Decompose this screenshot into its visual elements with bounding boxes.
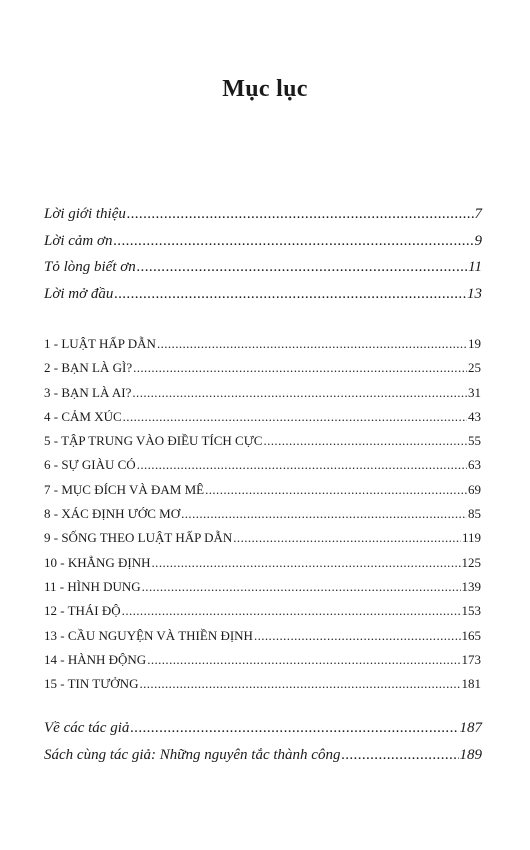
toc-entry-page: 31 xyxy=(468,384,481,400)
dot-leader xyxy=(133,360,467,376)
dot-leader xyxy=(341,747,458,764)
toc-entry-title: 4 - CẢM XÚC xyxy=(44,408,122,424)
dot-leader xyxy=(152,555,461,571)
toc-chapter-7[interactable] xyxy=(44,482,481,506)
dot-leader xyxy=(254,628,461,644)
toc-entry-title: Lời cảm ơn xyxy=(44,232,113,249)
back-matter-list xyxy=(44,720,482,774)
toc-entry-page: 69 xyxy=(468,481,481,497)
dot-leader xyxy=(142,579,461,595)
dot-leader xyxy=(122,603,461,619)
chapter-list xyxy=(44,336,481,700)
toc-chapter-1[interactable] xyxy=(44,336,481,360)
dot-leader xyxy=(123,409,467,425)
toc-entry-page: 63 xyxy=(468,457,481,473)
toc-entry-page: 25 xyxy=(468,360,481,376)
toc-entry-page: 125 xyxy=(461,554,481,570)
toc-entry-title: 2 - BẠN LÀ GÌ? xyxy=(44,360,133,376)
toc-chapter-6[interactable] xyxy=(44,457,481,481)
toc-entry-title: 6 - SỰ GIÀU CÓ xyxy=(44,457,136,473)
dot-leader xyxy=(233,530,461,546)
toc-chapter-13[interactable] xyxy=(44,628,481,652)
dot-leader xyxy=(137,457,467,473)
toc-entry-preface[interactable] xyxy=(44,286,482,313)
page-title: Mục lục xyxy=(222,76,308,102)
toc-entry-title: 5 - TẬP TRUNG VÀO ĐIỀU TÍCH CỰC xyxy=(44,433,263,449)
toc-entry-title: 13 - CẦU NGUYỆN VÀ THIỀN ĐỊNH xyxy=(44,627,253,643)
toc-entry-title: Về các tác giả xyxy=(44,720,130,736)
toc-chapter-2[interactable] xyxy=(44,360,481,384)
toc-chapter-4[interactable] xyxy=(44,409,481,433)
dot-leader xyxy=(137,259,467,276)
toc-entry-title: 14 - HÀNH ĐỘNG xyxy=(44,651,147,667)
toc-entry-title: 12 - THÁI ĐỘ xyxy=(44,603,121,619)
toc-entry-page: 119 xyxy=(461,530,481,546)
toc-entry-title: 10 - KHẲNG ĐỊNH xyxy=(44,554,151,570)
toc-entry-page: 9 xyxy=(474,232,482,249)
toc-entry-page: 153 xyxy=(461,603,481,619)
toc-entry-page: 85 xyxy=(468,506,481,522)
dot-leader xyxy=(130,720,458,737)
dot-leader xyxy=(114,233,474,250)
toc-entry-title: Tỏ lòng biết ơn xyxy=(44,259,136,275)
toc-chapter-9[interactable] xyxy=(44,530,481,554)
toc-entry-page: 165 xyxy=(461,627,481,643)
toc-entry-title: Lời giới thiệu xyxy=(44,206,126,222)
toc-entry-page: 181 xyxy=(461,676,481,692)
toc-entry-title: 11 - HÌNH DUNG xyxy=(44,578,141,594)
toc-entry-title: 3 - BẠN LÀ AI? xyxy=(44,384,132,400)
toc-entry-title: Sách cùng tác giả: Những nguyên tắc thành công xyxy=(44,747,341,763)
toc-entry-title: Lời mở đầu xyxy=(44,285,114,302)
dot-leader xyxy=(157,336,467,352)
toc-entry-title: 7 - MỤC ĐÍCH VÀ ĐAM MÊ xyxy=(44,481,205,497)
dot-leader xyxy=(205,482,467,498)
toc-entry-title: 1 - LUẬT HẤP DẪN xyxy=(44,336,156,351)
dot-leader xyxy=(147,652,460,668)
toc-entry-page: 187 xyxy=(459,720,482,736)
toc-chapter-10[interactable] xyxy=(44,555,481,579)
dot-leader xyxy=(114,286,466,303)
toc-entry-about-authors[interactable] xyxy=(44,720,482,747)
toc-entry-page: 189 xyxy=(459,747,482,763)
toc-entry-page: 7 xyxy=(474,206,482,222)
toc-entry-other-books[interactable] xyxy=(44,747,482,774)
toc-entry-introduction[interactable] xyxy=(44,206,482,233)
toc-entry-page: 173 xyxy=(461,651,481,667)
dot-leader xyxy=(181,506,467,522)
dot-leader xyxy=(132,385,467,401)
toc-chapter-5[interactable] xyxy=(44,433,481,457)
dot-leader xyxy=(139,676,460,692)
toc-chapter-15[interactable] xyxy=(44,676,481,700)
toc-chapter-8[interactable] xyxy=(44,506,481,530)
toc-entry-page: 139 xyxy=(461,578,481,594)
toc-chapter-14[interactable] xyxy=(44,652,481,676)
toc-entry-page: 43 xyxy=(468,408,481,424)
toc-chapter-11[interactable] xyxy=(44,579,481,603)
dot-leader xyxy=(263,433,467,449)
front-matter-list xyxy=(44,206,482,312)
toc-entry-page: 19 xyxy=(468,336,481,351)
toc-entry-thanks[interactable] xyxy=(44,233,482,260)
toc-chapter-3[interactable] xyxy=(44,385,481,409)
toc-chapter-12[interactable] xyxy=(44,603,481,627)
toc-entry-title: 8 - XÁC ĐỊNH ƯỚC MƠ xyxy=(44,506,181,522)
toc-entry-page: 11 xyxy=(468,259,482,275)
toc-entry-title: 9 - SỐNG THEO LUẬT HẤP DẪN xyxy=(44,530,233,546)
toc-entry-page: 13 xyxy=(467,285,482,302)
toc-entry-gratitude[interactable] xyxy=(44,259,482,286)
toc-entry-page: 55 xyxy=(468,433,481,449)
toc-entry-title: 15 - TIN TƯỞNG xyxy=(44,676,139,692)
dot-leader xyxy=(127,206,474,223)
